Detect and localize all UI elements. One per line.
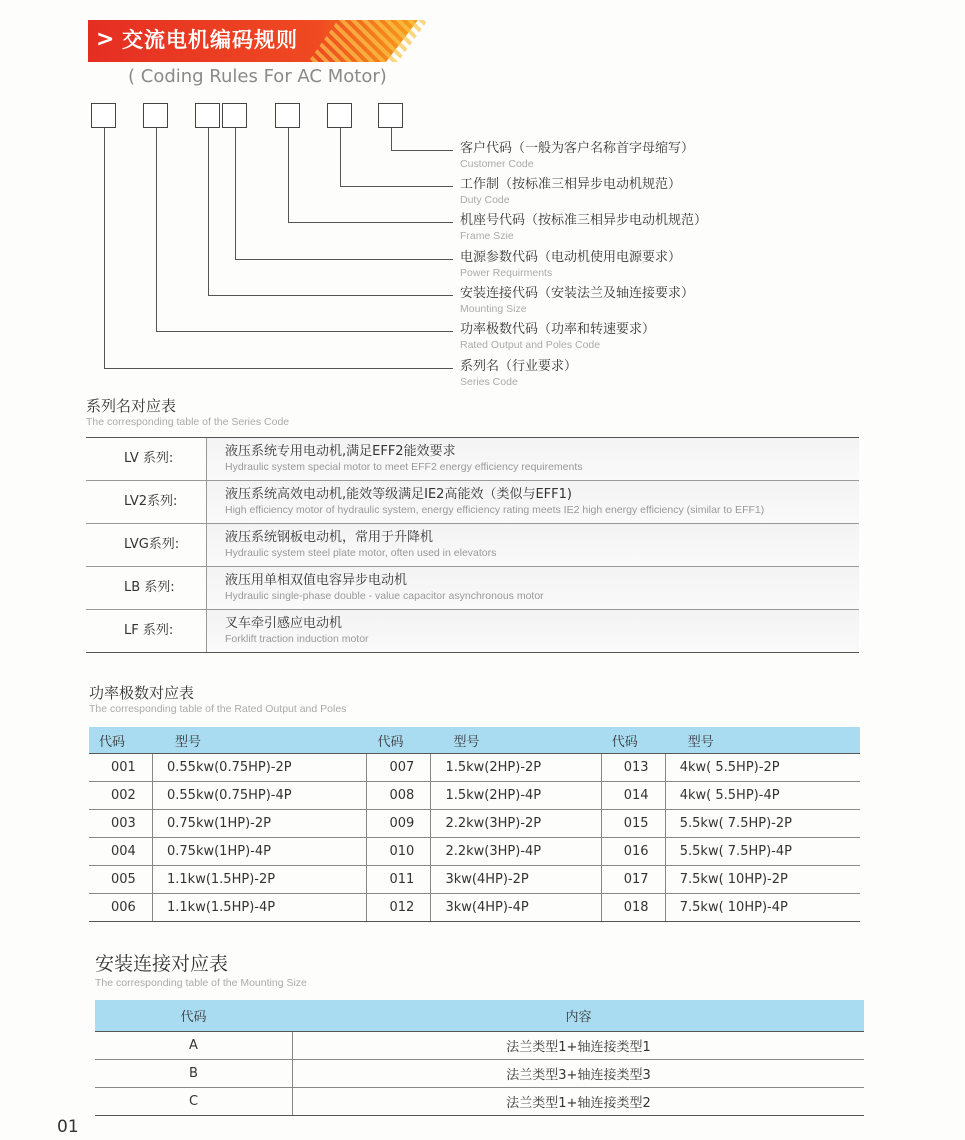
- connector-line: [208, 128, 209, 295]
- model-cell: 4kw( 5.5HP)-2P: [665, 754, 860, 782]
- description-zh: 液压系统专用电动机,满足EFF2能效要求: [225, 444, 456, 459]
- series-description: [207, 567, 859, 609]
- header-code: 代码: [601, 727, 665, 754]
- label-en: Mounting Size: [460, 303, 527, 315]
- description-en: High efficiency motor of hydraulic system, energy efficiency rating meets IE2 high energy efficiency (similar to EFF1): [225, 504, 765, 516]
- code-cell: 014: [601, 782, 665, 810]
- series-section-title: [86, 396, 289, 429]
- code-cell: 003: [89, 810, 153, 838]
- code-cell: 007: [367, 754, 431, 782]
- section-title-zh: 功率极数对应表: [89, 684, 195, 702]
- model-cell: 1.5kw(2HP)-2P: [431, 754, 601, 782]
- table-row: [89, 782, 860, 810]
- description-zh: 液压系统高效电动机,能效等级满足IE2高能效（类似与EFF1): [225, 487, 572, 502]
- page-subtitle: ( Coding Rules For AC Motor): [128, 66, 387, 87]
- series-description: [207, 438, 859, 480]
- label-duty-code: [460, 176, 681, 207]
- series-name: LB 系列:: [86, 567, 207, 609]
- code-box-mounting: [195, 103, 220, 128]
- code-cell: 005: [89, 866, 153, 894]
- model-cell: 0.55kw(0.75HP)-4P: [153, 782, 367, 810]
- section-title-en: The corresponding table of the Rated Output and Poles: [89, 703, 347, 715]
- section-title-en: The corresponding table of the Mounting Size: [95, 977, 307, 989]
- label-en: Customer Code: [460, 158, 534, 170]
- label-en: Frame Szie: [460, 230, 514, 242]
- description-en: Hydraulic system special motor to meet EFF2 energy efficiency requirements: [225, 461, 583, 473]
- label-power-requirements: [460, 249, 681, 280]
- section-title-zh: 安装连接对应表: [95, 953, 229, 975]
- table-header-row: [95, 1000, 864, 1032]
- code-cell: 006: [89, 894, 153, 922]
- label-frame-size: [460, 212, 707, 243]
- code-box-customer: [378, 103, 403, 128]
- description-zh: 液压系统钢板电动机，常用于升降机: [225, 530, 434, 545]
- content-cell: 法兰类型1+轴连接类型2: [293, 1088, 865, 1116]
- code-cell: A: [95, 1032, 293, 1060]
- connector-line: [104, 128, 105, 368]
- table-row: [89, 754, 860, 782]
- table-row: [89, 810, 860, 838]
- connector-line: [208, 295, 453, 296]
- label-rated-output: [460, 321, 655, 352]
- label-en: Series Code: [460, 376, 518, 388]
- series-name: LF 系列:: [86, 610, 207, 652]
- table-row: [95, 1060, 864, 1088]
- section-title-zh: 系列名对应表: [86, 397, 177, 415]
- code-box-series: [91, 103, 116, 128]
- series-table: [86, 437, 859, 653]
- connector-line: [340, 128, 341, 186]
- model-cell: 5.5kw( 7.5HP)-2P: [665, 810, 860, 838]
- series-name: LV2系列:: [86, 481, 207, 523]
- connector-line: [340, 186, 453, 187]
- connector-line: [235, 128, 236, 259]
- series-description: [207, 610, 859, 652]
- connector-line: [391, 128, 392, 150]
- mount-section-title: [95, 951, 307, 990]
- label-zh: 工作制（按标准三相异步电动机规范）: [460, 177, 682, 192]
- connector-line: [288, 128, 289, 222]
- series-description: [207, 481, 859, 523]
- code-cell: 001: [89, 754, 153, 782]
- series-name: LV 系列:: [86, 438, 207, 480]
- model-cell: 3kw(4HP)-4P: [431, 894, 601, 922]
- content-cell: 法兰类型1+轴连接类型1: [293, 1032, 865, 1060]
- code-box-duty: [327, 103, 352, 128]
- header-content: 内容: [293, 1000, 865, 1032]
- label-zh: 客户代码（一般为客户名称首字母缩写）: [460, 141, 695, 156]
- label-zh: 电源参数代码（电动机使用电源要求）: [460, 250, 682, 265]
- content-cell: 法兰类型3+轴连接类型3: [293, 1060, 865, 1088]
- model-cell: 1.5kw(2HP)-4P: [431, 782, 601, 810]
- output-section-title: [89, 683, 346, 716]
- label-zh: 功率极数代码（功率和转速要求）: [460, 322, 656, 337]
- table-header-row: [89, 727, 860, 754]
- chevron-right-icon: >: [96, 27, 115, 52]
- table-row: [86, 438, 859, 481]
- description-zh: 液压用单相双值电容异步电动机: [225, 573, 408, 588]
- model-cell: 7.5kw( 10HP)-2P: [665, 866, 860, 894]
- series-name: LVG系列:: [86, 524, 207, 566]
- label-zh: 安装连接代码（安装法兰及轴连接要求）: [460, 286, 695, 301]
- code-cell: 013: [601, 754, 665, 782]
- section-title-en: The corresponding table of the Series Code: [86, 416, 290, 428]
- label-en: Duty Code: [460, 194, 510, 206]
- table-row: [89, 838, 860, 866]
- header-model: 型号: [153, 727, 367, 754]
- table-row: [86, 610, 859, 652]
- label-zh: 机座号代码（按标准三相异步电动机规范）: [460, 213, 708, 228]
- connector-line: [104, 368, 453, 369]
- series-description: [207, 524, 859, 566]
- table-row: [89, 894, 860, 922]
- page-title: 交流电机编码规则: [122, 28, 298, 52]
- model-cell: 0.75kw(1HP)-4P: [153, 838, 367, 866]
- code-cell: 017: [601, 866, 665, 894]
- label-en: Power Requirments: [460, 267, 553, 279]
- code-cell: 008: [367, 782, 431, 810]
- code-cell: 009: [367, 810, 431, 838]
- model-cell: 5.5kw( 7.5HP)-4P: [665, 838, 860, 866]
- header-code: 代码: [89, 727, 153, 754]
- code-cell: 004: [89, 838, 153, 866]
- table-row: [86, 481, 859, 524]
- model-cell: 4kw( 5.5HP)-4P: [665, 782, 860, 810]
- model-cell: 7.5kw( 10HP)-4P: [665, 894, 860, 922]
- description-en: Hydraulic system steel plate motor, often used in elevators: [225, 547, 497, 559]
- connector-line: [391, 150, 453, 151]
- label-series-code: [460, 358, 577, 389]
- header-code: 代码: [95, 1000, 293, 1032]
- code-cell: 016: [601, 838, 665, 866]
- model-cell: 0.55kw(0.75HP)-2P: [153, 754, 367, 782]
- code-cell: 010: [367, 838, 431, 866]
- model-cell: 1.1kw(1.5HP)-4P: [153, 894, 367, 922]
- coding-diagram: [0, 0, 965, 400]
- header-code: 代码: [367, 727, 431, 754]
- code-box-frame: [275, 103, 300, 128]
- label-customer-code: [460, 140, 694, 171]
- connector-line: [156, 128, 157, 331]
- label-en: Rated Output and Poles Code: [460, 339, 601, 351]
- code-cell: 015: [601, 810, 665, 838]
- code-cell: 018: [601, 894, 665, 922]
- table-row: [86, 524, 859, 567]
- table-row: [95, 1088, 864, 1116]
- output-poles-table: [89, 727, 860, 922]
- model-cell: 0.75kw(1HP)-2P: [153, 810, 367, 838]
- label-mounting-size: [460, 285, 694, 316]
- connector-line: [288, 222, 453, 223]
- header-model: 型号: [431, 727, 601, 754]
- table-row: [86, 567, 859, 610]
- code-cell: B: [95, 1060, 293, 1088]
- code-box-output: [143, 103, 168, 128]
- connector-line: [235, 259, 453, 260]
- code-cell: 011: [367, 866, 431, 894]
- description-en: Hydraulic single-phase double - value capacitor asynchronous motor: [225, 590, 544, 602]
- description-en: Forklift traction induction motor: [225, 633, 369, 645]
- description-zh: 叉车牵引感应电动机: [225, 616, 343, 631]
- header-model: 型号: [665, 727, 860, 754]
- code-box-power: [222, 103, 247, 128]
- page-number: 01: [57, 1117, 79, 1137]
- mounting-table: [95, 1000, 864, 1116]
- table-row: [95, 1032, 864, 1060]
- code-cell: 012: [367, 894, 431, 922]
- code-cell: 002: [89, 782, 153, 810]
- model-cell: 3kw(4HP)-2P: [431, 866, 601, 894]
- code-cell: C: [95, 1088, 293, 1116]
- model-cell: 2.2kw(3HP)-2P: [431, 810, 601, 838]
- table-row: [89, 866, 860, 894]
- model-cell: 1.1kw(1.5HP)-2P: [153, 866, 367, 894]
- label-zh: 系列名（行业要求）: [460, 359, 578, 374]
- connector-line: [156, 331, 453, 332]
- model-cell: 2.2kw(3HP)-4P: [431, 838, 601, 866]
